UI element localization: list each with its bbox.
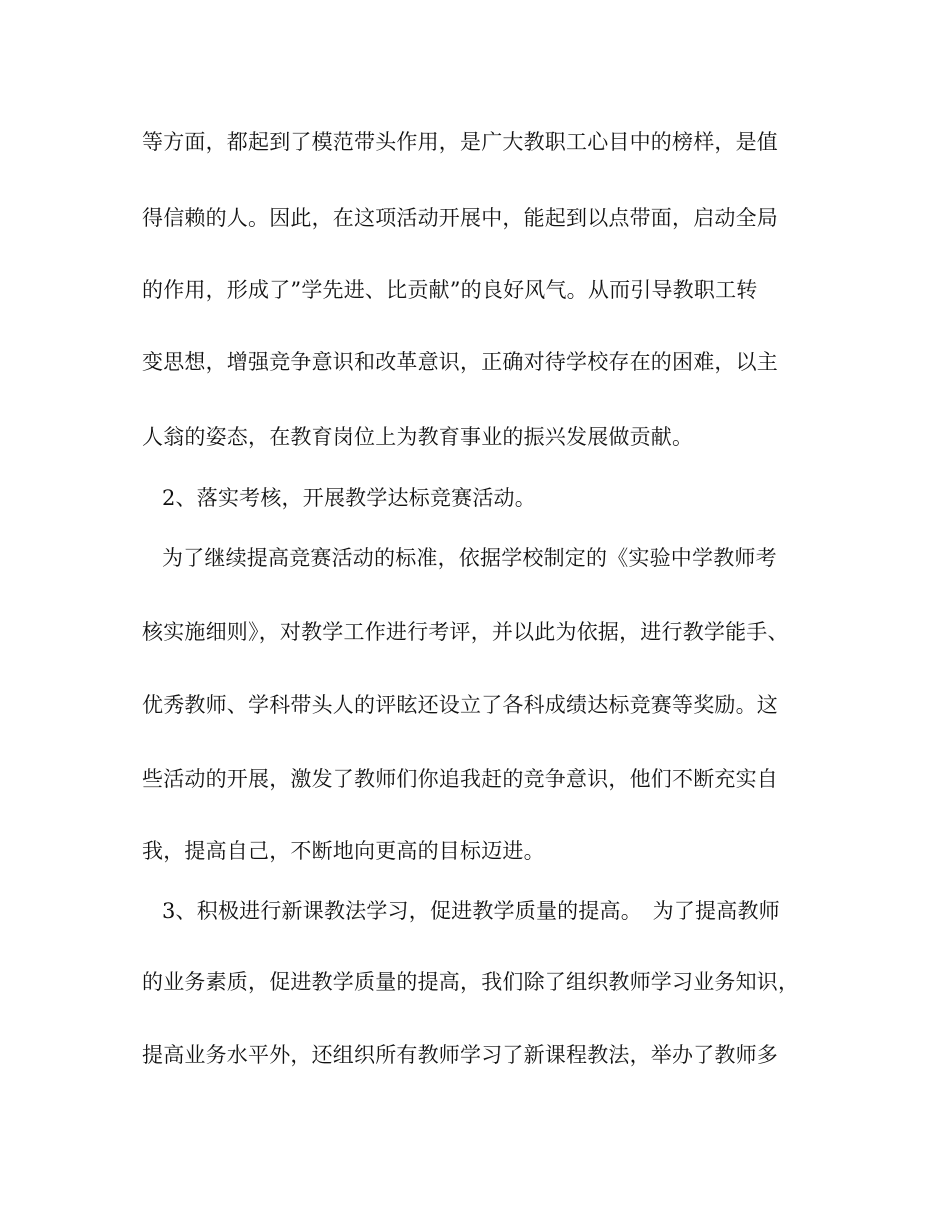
text-line: 变思想，增强竞争意识和改革意识，正确对待学校存在的困难，以主 bbox=[142, 350, 778, 374]
text-line: 提高业务水平外，还组织所有教师学习了新课程教法，举办了教师多 bbox=[142, 1043, 778, 1067]
text-line: 我，提高自己，不断地向更高的目标迈进。 bbox=[142, 839, 545, 863]
text-line: 优秀教师、学科带头人的评眩还设立了各科成绩达标竞赛等奖励。这 bbox=[142, 693, 778, 717]
text-line: 的作用，形成了”学先进、比贡献”的良好风气。从而引导教职工转 bbox=[142, 278, 758, 302]
text-line: 核实施细则》，对教学工作进行考评，并以此为依据，进行教学能手、 bbox=[142, 620, 789, 644]
text-line: 些活动的开展，激发了教师们你追我赶的竞争意识，他们不断充实自 bbox=[142, 767, 778, 791]
text-line: 得信赖的人。因此，在这项活动开展中，能起到以点带面，启动全局 bbox=[142, 206, 778, 230]
section-heading: 3、积极进行新课教法学习，促进教学质量的提高。 为了提高教师 bbox=[162, 899, 780, 923]
text-line: 人翁的姿态，在教育岗位上为教育事业的振兴发展做贡献。 bbox=[142, 425, 694, 449]
section-heading: 2、落实考核，开展教学达标竞赛活动。 bbox=[162, 486, 536, 510]
text-line: 的业务素质，促进教学质量的提高，我们除了组织教师学习业务知识， bbox=[142, 970, 800, 994]
text-line: 等方面，都起到了模范带头作用，是广大教职工心目中的榜样，是值 bbox=[142, 130, 778, 154]
paragraph-first-line: 为了继续提高竞赛活动的标准，依据学校制定的《实验中学教师考 bbox=[162, 546, 777, 570]
